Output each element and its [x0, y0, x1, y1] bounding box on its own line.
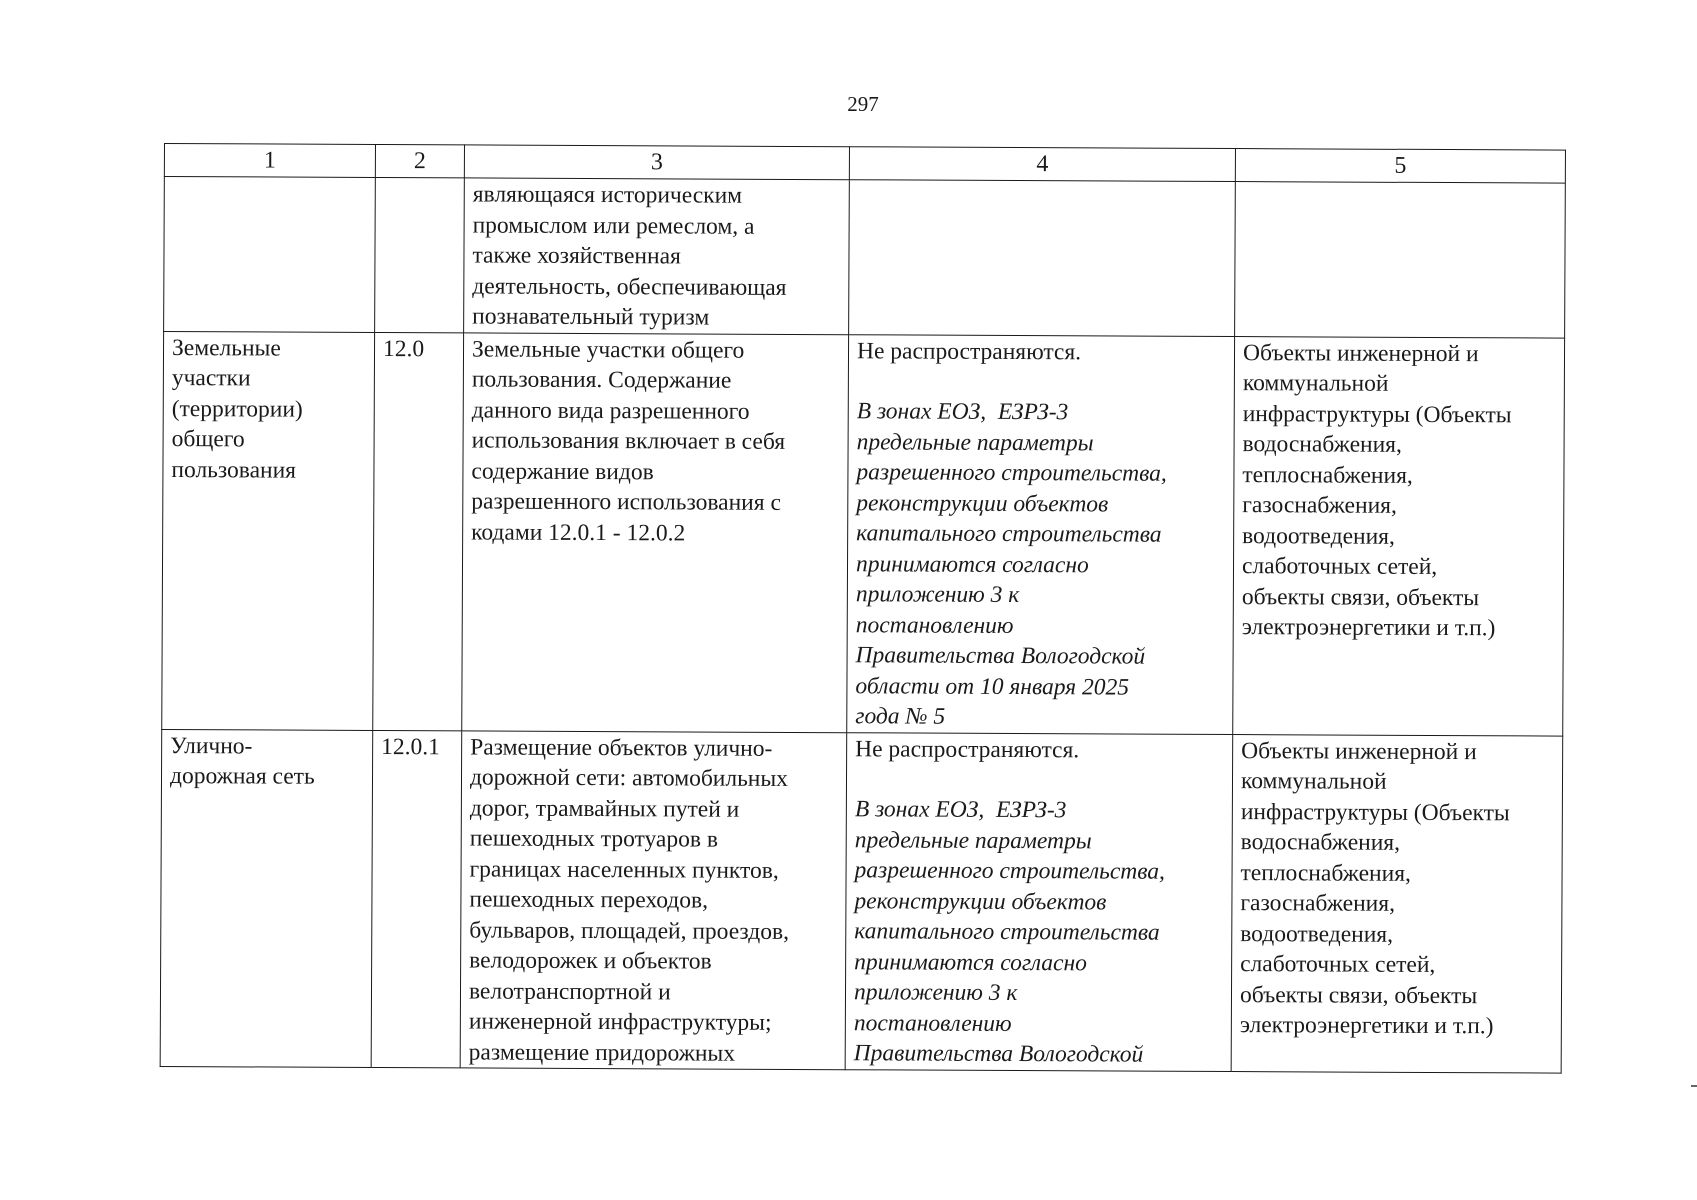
use-description-cell: [460, 730, 847, 1069]
parameters-intro-text: Не распространяются.: [855, 735, 1080, 763]
use-description-text: Размещение объектов улично- дорожной сети: автомобильных дорог, трамвайных путей и пешеходных тротуаров в границах населенных пунктов, пешеходных переходов, бульваров, площадей, проездов, велодорожек и объектов велотранспортной и инженерной инфраструктуры; размещение придорожных: [468, 733, 790, 1067]
column-header-2: 2: [375, 144, 464, 177]
use-code-cell: [375, 177, 465, 332]
use-name-text: Улично- дорожная сеть: [169, 732, 315, 790]
table-row: [162, 331, 1565, 736]
use-description-text: Земельные участки общего пользования. Содержание данного вида разрешенного использования включает в себя содержание видов разрешенного использования с кодами 12.0.1 - 12.0.2: [471, 335, 786, 546]
parameters-cell: [847, 334, 1235, 734]
use-code-text: 12.0.1: [381, 733, 440, 760]
column-header-5: 5: [1235, 149, 1565, 184]
column-header-1: 1: [164, 144, 375, 178]
parameters-cell: [845, 732, 1233, 1071]
objects-cell: [1233, 336, 1565, 736]
use-name-cell: [162, 331, 375, 730]
parameters-detail-text: В зонах ЕОЗ, ЕЗРЗ-3 предельные параметры разрешенного строительства, реконструкции объектов капитального строительства принимаются согласно приложению 3 к постановлению Правительства Вологодской: [853, 796, 1165, 1068]
use-description-text: являющаяся историческим промыслом или ремеслом, а также хозяйственная деятельность, обеспечивающая познавательный туризм: [472, 181, 787, 331]
use-name-cell: [164, 177, 376, 332]
objects-cell: [1231, 734, 1563, 1073]
table-row: [160, 729, 1563, 1073]
scan-mark: [1691, 1085, 1697, 1087]
objects-cell: [1235, 182, 1566, 338]
use-description-cell: [464, 178, 850, 334]
column-header-4: 4: [849, 147, 1235, 182]
use-code-cell: [373, 332, 464, 730]
use-name-cell: [160, 729, 373, 1067]
parameters-intro-text: Не распространяются.: [856, 337, 1082, 365]
page-number: 297: [847, 92, 879, 116]
use-description-cell: [462, 332, 849, 732]
objects-text: Объекты инженерной и коммунальной инфраструктуры (Объекты водоснабжения, теплоснабжения, газоснабжения, водоотведения, слаботочных сетей, объекты связи, объекты электроэнергетики и т.п.): [1239, 737, 1510, 1040]
use-name-text: Земельные участки (территории) общего пользования: [171, 334, 303, 484]
parameters-cell: [849, 180, 1236, 336]
land-use-table: [160, 143, 1566, 1074]
use-code-text: 12.0: [382, 335, 425, 362]
column-header-3: 3: [464, 145, 849, 180]
table-row: [164, 177, 1566, 338]
parameters-detail-text: В зонах ЕОЗ, ЕЗРЗ-3 предельные параметры разрешенного строительства, реконструкции объектов капитального строительства принимаются согласно приложению 3 к постановлению Правительства Вологодской области от 10 января 2025 года № 5: [855, 398, 1167, 730]
objects-text: Объекты инженерной и коммунальной инфраструктуры (Объекты водоснабжения, теплоснабжения, газоснабжения, водоотведения, слаботочных сетей, объекты связи, объекты электроэнергетики и т.п.): [1241, 339, 1512, 642]
use-code-cell: [371, 730, 462, 1068]
